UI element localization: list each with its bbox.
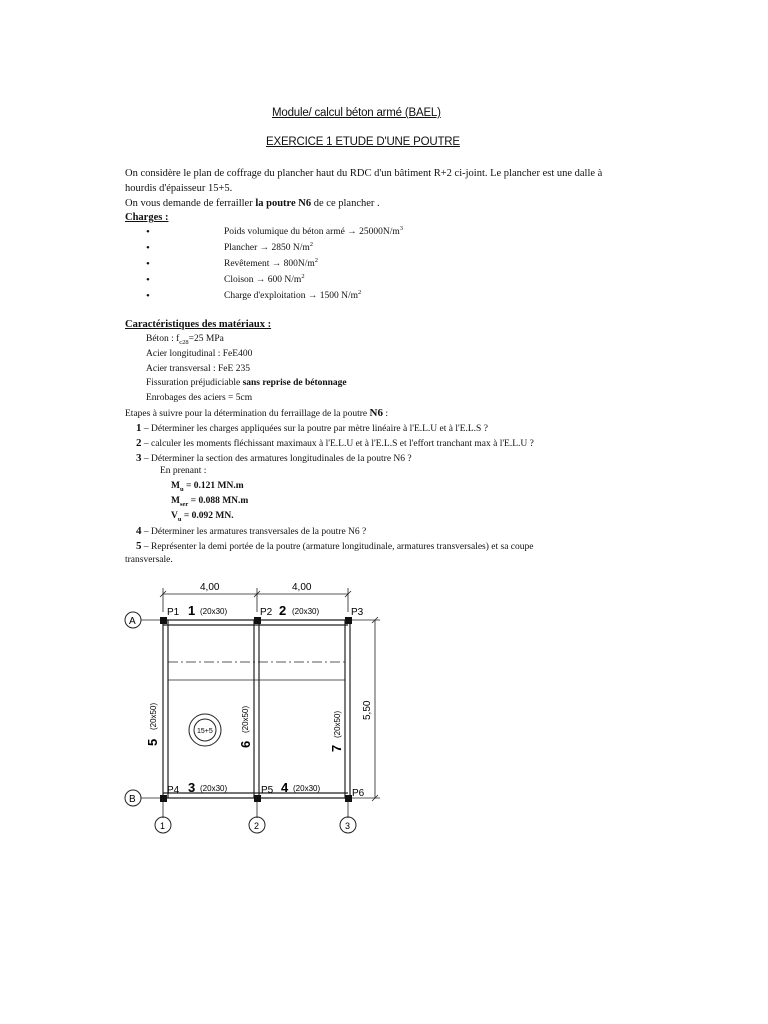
charge-item: Charge d'exploitation → 1500 $N/m^2$	[224, 288, 362, 301]
axis-b-label: B	[129, 794, 136, 805]
beam-4-number: 4	[281, 780, 289, 795]
step-1: 1 – Déterminer les charges appliquées sur la poutre par mètre linéaire à l'E.L.U et à l'E.L.S ?	[136, 422, 488, 434]
column-p3	[345, 617, 352, 624]
intro-line-1: On considère le plan de coffrage du plancher haut du RDC d'un bâtiment R+2 ci-joint. Le plancher est une dalle à	[125, 168, 603, 179]
fissuration: Fissuration préjudiciable sans reprise de bétonnage	[146, 378, 347, 388]
beam-3-number: 3	[188, 780, 196, 795]
step-5: 5 – Représenter la demi portée de la poutre (armature longitudinale, armatures transversales) et sa coupe	[136, 540, 534, 552]
beam-3-section: (20x30)	[200, 784, 228, 793]
acier-longitudinal: Acier longitudinal : FeE400	[146, 349, 253, 359]
column-label-p6: P6	[352, 788, 365, 799]
beam-4-section: (20x30)	[293, 784, 321, 793]
materials-heading: Caractéristiques des matériaux :	[125, 319, 272, 330]
dim-height: 5,50	[362, 700, 373, 720]
acier-transversal: Acier transversal : FeE 235	[146, 364, 250, 374]
step-2: 2 – calculer les moments fléchissant maximaux à l'E.L.U et à l'E.L.S et l'effort tranchant max à l'E.L.U ?	[136, 437, 534, 449]
charge-item: Poids volumique du béton armé → $25000N/m^3$	[224, 224, 403, 237]
exercise-title: EXERCICE 1 ETUDE D'UNE POUTRE	[266, 136, 460, 148]
beam-6-section: (20x50)	[241, 705, 250, 733]
mu-value: $M_u = 0.121$ MN.m	[171, 481, 244, 493]
axis-3-label: 3	[345, 821, 351, 831]
beam-5-section: (20x50)	[149, 702, 158, 730]
beam-5-number: 5	[145, 738, 160, 746]
axis-a-label: A	[129, 616, 136, 627]
column-label-p4: P4	[167, 785, 180, 796]
step-5-continued: transversale.	[125, 555, 173, 565]
beam-7-section: (20x50)	[333, 710, 342, 738]
beton-line: Béton : $f_{c28}=25$ MPa	[146, 334, 224, 346]
column-p6	[345, 795, 352, 802]
column-p2	[254, 617, 261, 624]
column-label-p1: P1	[167, 607, 180, 618]
step-4: 4 – Déterminer les armatures transversales de la poutre N6 ?	[136, 525, 367, 537]
column-label-p5: P5	[261, 785, 274, 796]
enrobage: Enrobages des aciers = 5cm	[146, 393, 253, 403]
dim-span-2: 4,00	[292, 582, 312, 593]
bullet: •	[146, 274, 150, 286]
slab-thickness-label: 15+5	[197, 728, 213, 735]
beam-2-number: 2	[279, 603, 287, 618]
beam-1-number: 1	[188, 603, 196, 618]
mser-value: $M_{ser} = 0.088$ MN.m	[171, 496, 249, 508]
axis-2-label: 2	[254, 821, 260, 831]
column-p5	[254, 795, 261, 802]
bullet: •	[146, 290, 150, 302]
charge-item: Cloison → 600 $N/m^2$	[224, 272, 305, 285]
charge-item: Revêtement → $800N/m^2$	[224, 256, 319, 269]
column-p1	[160, 617, 167, 624]
beam-7-number: 7	[329, 744, 344, 752]
module-title: Module/ calcul béton armé (BAEL)	[272, 107, 441, 119]
steps-intro: Etapes à suivre pour la détermination du ferraillage de la poutre N6 :	[125, 407, 388, 419]
charges-heading: Charges :	[125, 212, 169, 223]
en-prenant: En prenant :	[160, 466, 207, 476]
axis-1-label: 1	[160, 821, 166, 831]
beam-6-number: 6	[238, 740, 253, 748]
vu-value: $V_u = 0.092$ MN.	[171, 511, 234, 523]
beam-1-section: (20x30)	[200, 607, 228, 616]
bullet: •	[146, 242, 150, 254]
dim-span-1: 4,00	[200, 582, 220, 593]
column-p4	[160, 795, 167, 802]
intro-line-3: On vous demande de ferrailler la poutre N6 de ce plancher .	[125, 198, 380, 209]
step-3: 3 – Déterminer la section des armatures longitudinales de la poutre N6 ?	[136, 452, 412, 464]
bullet: •	[146, 226, 150, 238]
beam-2-section: (20x30)	[292, 607, 320, 616]
bullet: •	[146, 258, 150, 270]
column-label-p3: P3	[351, 607, 364, 618]
column-label-p2: P2	[260, 607, 273, 618]
intro-line-2: hourdis d'épaisseur 15+5.	[125, 183, 233, 194]
charge-item: Plancher → 2850 $N/m^2$	[224, 240, 314, 253]
